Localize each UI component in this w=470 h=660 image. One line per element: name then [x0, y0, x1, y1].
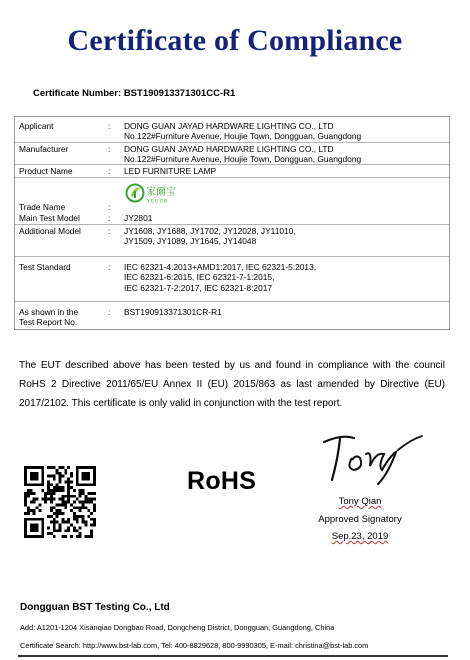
qr-module	[76, 515, 79, 518]
qr-module	[67, 521, 70, 524]
main-test-model-label: Main Test Model	[19, 213, 80, 223]
qr-module	[82, 501, 85, 504]
logo-subtext: YEUCB	[147, 199, 169, 204]
qr-module	[61, 466, 64, 469]
qr-module	[56, 472, 59, 475]
qr-module	[79, 509, 82, 512]
qr-module	[61, 486, 64, 489]
qr-module	[64, 495, 67, 498]
qr-module	[82, 506, 85, 509]
qr-module	[61, 489, 64, 492]
row-divider	[15, 142, 449, 143]
applicant-address: No.122#Furniture Avenue, Houjie Town, Dongguan, Guangdong	[124, 131, 362, 141]
qr-module	[30, 492, 33, 495]
qr-module	[53, 489, 56, 492]
qr-module	[76, 518, 79, 521]
colon: :	[108, 213, 111, 223]
qr-module	[59, 486, 62, 489]
qr-module	[64, 535, 67, 538]
qr-module	[84, 501, 87, 504]
qr-module	[56, 509, 59, 512]
qr-module	[84, 535, 87, 538]
qr-module	[93, 492, 96, 495]
qr-module	[27, 489, 30, 492]
qr-module	[90, 532, 93, 535]
manufacturer-address: No.122#Furniture Avenue, Houjie Town, Dongguan, Guangdong	[124, 154, 362, 164]
test-standard-line-3: IEC 62321-7-2:2017, IEC 62321-8:2017	[124, 283, 273, 293]
signer-name: Tony Qian	[338, 496, 382, 507]
qr-module	[70, 486, 73, 489]
qr-module	[67, 483, 70, 486]
qr-module	[70, 480, 73, 483]
qr-module	[82, 489, 85, 492]
qr-module	[53, 524, 56, 527]
qr-module	[84, 506, 87, 509]
qr-module	[61, 495, 64, 498]
qr-module	[90, 501, 93, 504]
qr-module	[44, 498, 47, 501]
qr-module	[67, 486, 70, 489]
qr-module	[76, 506, 79, 509]
qr-module	[59, 498, 62, 501]
qr-module	[47, 486, 50, 489]
qr-module	[24, 492, 27, 495]
compliance-statement: The EUT described above has been tested by us and found in compliance with the council RoHS 2 Directive 2011/65/EU Annex II (EU) 2015/863 as last amended by Directive (EU) 2017/2102. This certificate is only valid in conjunction with the test report.	[19, 360, 445, 410]
qr-module	[73, 501, 76, 504]
qr-module	[64, 503, 67, 506]
qr-module	[90, 498, 93, 501]
qr-module	[93, 518, 96, 521]
qr-module	[93, 521, 96, 524]
qr-module	[61, 503, 64, 506]
qr-module	[82, 518, 85, 521]
qr-module	[82, 521, 85, 524]
qr-module	[59, 509, 62, 512]
qr-module	[73, 515, 76, 518]
additional-model-line-2: JY1509, JY1089, JY1645, JY14048	[124, 236, 257, 246]
qr-module	[87, 535, 90, 538]
qr-module	[59, 489, 62, 492]
qr-module	[76, 535, 79, 538]
qr-module	[67, 501, 70, 504]
additional-model-label: Additional Model	[19, 226, 81, 236]
qr-module	[59, 526, 62, 529]
qr-module	[73, 512, 76, 515]
qr-module	[79, 526, 82, 529]
qr-module	[61, 521, 64, 524]
qr-module	[50, 498, 53, 501]
qr-module	[79, 515, 82, 518]
signature-date: Sep.23, 2019	[331, 531, 389, 542]
qr-module	[38, 503, 41, 506]
qr-module	[30, 472, 39, 481]
qr-module	[53, 521, 56, 524]
trade-name-label: Trade Name	[19, 202, 66, 212]
qr-module	[24, 512, 27, 515]
qr-module	[24, 503, 27, 506]
trade-name-logo	[125, 182, 197, 204]
row-divider	[15, 301, 449, 302]
qr-module	[50, 466, 53, 469]
qr-module	[84, 524, 87, 527]
qr-module	[30, 509, 33, 512]
qr-module	[47, 498, 50, 501]
qr-module	[33, 512, 36, 515]
qr-module	[61, 518, 64, 521]
qr-module	[50, 475, 53, 478]
qr-module	[90, 512, 93, 515]
qr-code	[24, 466, 96, 538]
qr-module	[27, 495, 30, 498]
company-address: Add: A1201-1204 Xisanqiao Dongbao Road, Dongcheng District, Dongguan, Guangdong, China	[20, 623, 335, 632]
main-test-model-value: JY2801	[124, 213, 153, 223]
row-divider	[15, 256, 449, 257]
qr-module	[93, 498, 96, 501]
qr-module	[53, 535, 56, 538]
qr-module	[56, 486, 59, 489]
qr-module	[70, 472, 73, 475]
qr-module	[47, 480, 50, 483]
colon: :	[108, 226, 111, 236]
qr-module	[53, 529, 56, 532]
qr-module	[79, 535, 82, 538]
qr-module	[73, 529, 76, 532]
qr-module	[24, 501, 27, 504]
product-name-value: LED FURNITURE LAMP	[124, 166, 217, 176]
qr-module	[47, 489, 50, 492]
qr-module	[84, 521, 87, 524]
qr-module	[50, 489, 53, 492]
qr-module	[82, 515, 85, 518]
qr-module	[56, 512, 59, 515]
qr-module	[59, 466, 62, 469]
qr-module	[64, 501, 67, 504]
qr-module	[47, 475, 50, 478]
qr-module	[70, 535, 73, 538]
qr-module	[90, 518, 93, 521]
qr-module	[70, 495, 73, 498]
qr-module	[67, 498, 70, 501]
qr-module	[53, 518, 56, 521]
qr-module	[50, 521, 53, 524]
qr-module	[47, 483, 50, 486]
qr-module	[73, 526, 76, 529]
qr-module	[27, 509, 30, 512]
qr-module	[79, 506, 82, 509]
product-name-label: Product Name	[19, 166, 73, 176]
qr-module	[87, 509, 90, 512]
signer-title: Approved Signatory	[318, 514, 402, 525]
qr-module	[27, 512, 30, 515]
qr-module	[50, 495, 53, 498]
qr-module	[27, 506, 30, 509]
company-name: Dongguan BST Testing Co., Ltd	[20, 602, 170, 613]
qr-module	[53, 506, 56, 509]
qr-module	[79, 501, 82, 504]
qr-module	[61, 498, 64, 501]
qr-module	[56, 483, 59, 486]
qr-module	[50, 532, 53, 535]
qr-module	[70, 475, 73, 478]
qr-module	[64, 472, 67, 475]
qr-module	[59, 472, 62, 475]
qr-module	[59, 524, 62, 527]
qr-module	[47, 466, 50, 469]
qr-module	[67, 489, 70, 492]
qr-module	[79, 532, 82, 535]
qr-module	[93, 503, 96, 506]
qr-module	[36, 506, 39, 509]
qr-module	[76, 498, 79, 501]
qr-module	[73, 489, 76, 492]
manufacturer-label: Manufacturer	[19, 144, 69, 154]
qr-module	[53, 486, 56, 489]
qr-module	[87, 492, 90, 495]
qr-module	[53, 478, 56, 481]
colon: :	[108, 307, 111, 317]
qr-module	[70, 509, 73, 512]
qr-module	[38, 509, 41, 512]
qr-module	[56, 529, 59, 532]
certificate-number-label: Certificate Number:	[33, 88, 122, 99]
qr-module	[87, 498, 90, 501]
certificate-number	[33, 88, 235, 99]
qr-module	[50, 492, 53, 495]
qr-module	[79, 492, 82, 495]
qr-module	[41, 489, 44, 492]
colon: :	[108, 262, 111, 272]
certificate-number-value: BST190913371301CC-R1	[123, 88, 236, 99]
qr-module	[47, 532, 50, 535]
qr-module	[27, 492, 30, 495]
colon: :	[108, 121, 111, 131]
manufacturer-name: DONG GUAN JAYAD HARDWARE LIGHTING CO., LTD	[124, 144, 334, 154]
qr-module	[61, 512, 64, 515]
applicant-label: Applicant	[19, 121, 54, 131]
qr-module	[56, 515, 59, 518]
colon: :	[108, 144, 111, 154]
qr-module	[50, 501, 53, 504]
qr-module	[64, 521, 67, 524]
qr-module	[61, 475, 64, 478]
handwritten-signature	[318, 430, 428, 486]
report-label-line-2: Test Report No.	[19, 317, 78, 327]
qr-module	[47, 515, 50, 518]
qr-module	[30, 501, 33, 504]
qr-module	[82, 503, 85, 506]
qr-module	[53, 466, 56, 469]
qr-module	[59, 475, 62, 478]
qr-module	[30, 524, 39, 533]
qr-module	[61, 501, 64, 504]
qr-module	[70, 524, 73, 527]
row-divider	[15, 177, 449, 178]
qr-module	[82, 472, 91, 481]
rohs-mark: RoHS	[187, 467, 257, 495]
qr-module	[84, 498, 87, 501]
qr-module	[56, 521, 59, 524]
test-standard-line-1: IEC 62321-4:2013+AMD1:2017, IEC 62321-5:2013,	[124, 262, 317, 272]
qr-module	[33, 509, 36, 512]
test-standard-label: Test Standard	[19, 262, 71, 272]
qr-module	[24, 498, 27, 501]
qr-module	[93, 506, 96, 509]
certificate-details-table	[14, 116, 450, 330]
qr-module	[36, 498, 39, 501]
qr-module	[73, 506, 76, 509]
qr-module	[59, 529, 62, 532]
qr-module	[87, 515, 90, 518]
company-contact: Certificate Search: http://www.bst-lab.com, Tel: 400-8829628, 800-9990305, E-mail: christina@bst-lab.com	[20, 641, 369, 650]
row-divider	[15, 224, 449, 225]
certificate-title: Certificate of Compliance	[67, 24, 403, 57]
qr-module	[56, 503, 59, 506]
qr-module	[33, 492, 36, 495]
qr-module	[50, 506, 53, 509]
qr-module	[84, 495, 87, 498]
qr-module	[33, 501, 36, 504]
qr-module	[90, 524, 93, 527]
qr-module	[53, 475, 56, 478]
qr-module	[59, 478, 62, 481]
qr-module	[67, 478, 70, 481]
qr-module	[79, 495, 82, 498]
qr-module	[79, 489, 82, 492]
report-label-line-1: As shown in the	[19, 307, 79, 317]
row-divider	[15, 164, 449, 165]
qr-module	[82, 492, 85, 495]
qr-module	[50, 515, 53, 518]
qr-module	[70, 503, 73, 506]
qr-module	[53, 512, 56, 515]
qr-module	[44, 501, 47, 504]
qr-module	[90, 529, 93, 532]
colon: :	[108, 202, 111, 212]
qr-module	[47, 492, 50, 495]
qr-module	[90, 535, 93, 538]
qr-module	[50, 483, 53, 486]
test-standard-line-2: IEC 62321-6:2015, IEC 62321-7-1:2015,	[124, 272, 275, 282]
qr-module	[67, 495, 70, 498]
logo-text: 家爾宝	[146, 187, 176, 198]
qr-module	[76, 529, 79, 532]
qr-module	[24, 495, 27, 498]
qr-module	[90, 492, 93, 495]
qr-module	[67, 492, 70, 495]
qr-module	[53, 526, 56, 529]
qr-module	[59, 512, 62, 515]
applicant-name: DONG GUAN JAYAD HARDWARE LIGHTING CO., LTD	[124, 121, 334, 131]
qr-module	[53, 498, 56, 501]
qr-module	[33, 498, 36, 501]
footer-divider	[18, 655, 448, 657]
qr-module	[61, 535, 64, 538]
qr-module	[41, 498, 44, 501]
qr-module	[44, 495, 47, 498]
qr-module	[53, 492, 56, 495]
qr-module	[67, 518, 70, 521]
qr-module	[87, 501, 90, 504]
qr-module	[64, 506, 67, 509]
qr-module	[73, 518, 76, 521]
qr-module	[64, 480, 67, 483]
qr-module	[67, 526, 70, 529]
qr-module	[56, 469, 59, 472]
qr-module	[50, 509, 53, 512]
qr-module	[93, 524, 96, 527]
qr-module	[73, 495, 76, 498]
qr-module	[59, 480, 62, 483]
qr-module	[67, 480, 70, 483]
qr-module	[64, 469, 67, 472]
colon: :	[108, 166, 111, 176]
test-report-number: BST190913371301CR-R1	[124, 307, 222, 317]
qr-module	[64, 529, 67, 532]
qr-module	[93, 509, 96, 512]
qr-module	[30, 489, 33, 492]
qr-module	[76, 521, 79, 524]
qr-module	[59, 503, 62, 506]
qr-module	[44, 492, 47, 495]
additional-model-line-1: JY1608, JY1688, JY1702, JY12028, JY11010,	[124, 226, 296, 236]
qr-module	[47, 526, 50, 529]
qr-module	[56, 489, 59, 492]
qr-module	[67, 466, 70, 469]
qr-module	[67, 529, 70, 532]
